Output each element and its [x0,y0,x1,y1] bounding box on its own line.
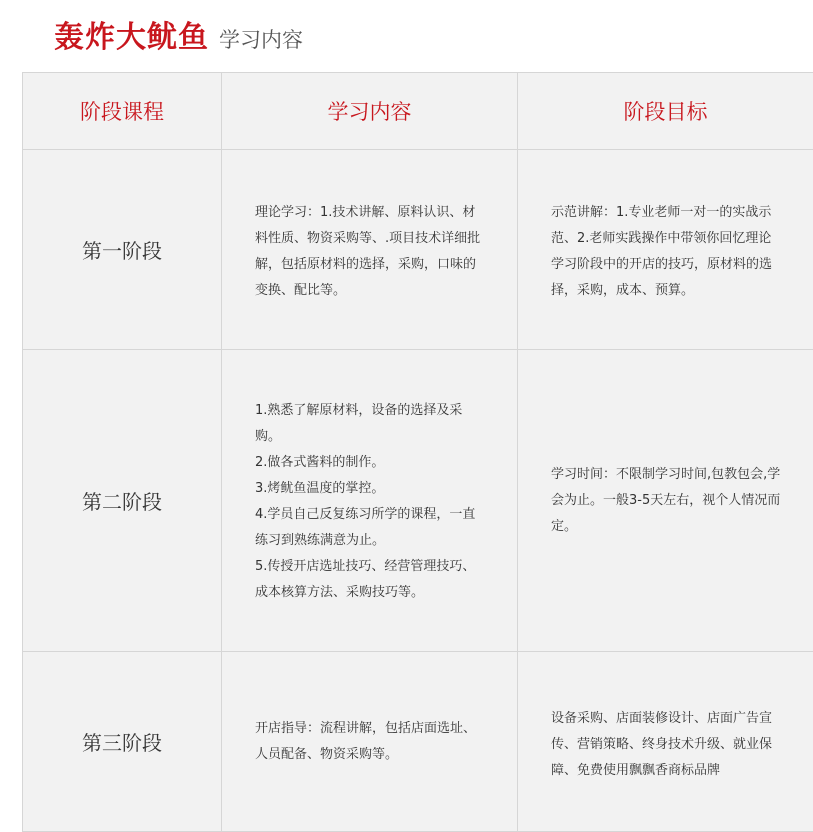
content-cell [222,150,518,350]
stage-table [22,72,813,832]
goal-line: 示范讲解：1.专业老师一对一的实战示范、2.老师实践操作中带领你回忆理论学习阶段中的开店的技巧，原材料的选择，采购，成本、预算。 [551,200,783,304]
content-cell [222,350,518,652]
stage-name: 第二阶段 [23,350,222,652]
goal-cell [518,652,813,832]
brand-title: 轰炸大鱿鱼 [54,12,209,56]
table-header-row [23,73,813,150]
content-line: 理论学习：1.技术讲解、原料认识、材料性质、物资采购等、.项目技术详细批解，包括原材料的选择，采购，口味的变换、配比等。 [255,200,487,304]
page-header [54,12,303,56]
content-line: 4.学员自己反复练习所学的课程，一直练习到熟练满意为止。 [255,502,487,554]
goal-cell [518,350,813,652]
stage-name: 第一阶段 [23,150,222,350]
table-row [23,350,813,652]
table-row [23,150,813,350]
content-line: 5.传授开店选址技巧、经营管理技巧、成本核算方法、采购技巧等。 [255,554,487,606]
content-line: 2.做各式酱料的制作。 [255,450,487,476]
header-learning-content: 学习内容 [222,73,518,150]
content-cell [222,652,518,832]
header-stage-goal: 阶段目标 [518,73,813,150]
content-line: 1.熟悉了解原材料，设备的选择及采购。 [255,398,487,450]
stage-name: 第三阶段 [23,652,222,832]
goal-line: 学习时间：不限制学习时间,包教包会,学会为止。一般3-5天左右，视个人情况而定。 [551,462,783,540]
goal-cell [518,150,813,350]
table-row [23,652,813,832]
goal-line: 设备采购、店面装修设计、店面广告宣传、营销策略、终身技术升级、就业保障、免费使用飘飘香商标品牌 [551,706,783,784]
header-stage-course: 阶段课程 [23,73,222,150]
content-line: 开店指导：流程讲解，包括店面选址、人员配备、物资采购等。 [255,716,487,768]
page-subtitle: 学习内容 [219,24,303,54]
content-line: 3.烤鱿鱼温度的掌控。 [255,476,487,502]
